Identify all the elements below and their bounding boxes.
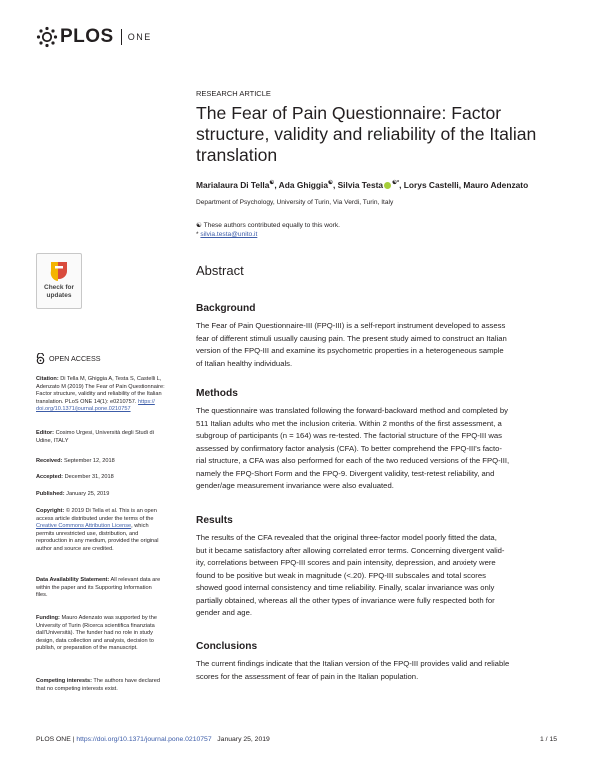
text-line: assessed by confirmatory factor analysis (CFA). To better comprehend the FPQ-III's facto- [196, 443, 502, 453]
cfu-line: updates [46, 291, 72, 299]
editor-block [36, 430, 178, 445]
published-label: Published: [36, 491, 65, 497]
citation-label: Citation: [36, 376, 59, 382]
copyright-line: access article distributed under the terms of the [36, 515, 154, 522]
text-line: fear of different stimuli usually causing pain. The present study aimed to construct an Italian [196, 333, 507, 343]
citation-doi-link[interactable]: https:// [138, 398, 155, 405]
data-availability-line: All relevant data are [110, 577, 161, 583]
corresponding-mark: ☯* [392, 180, 400, 187]
citation-block [36, 376, 178, 414]
text-line: but it became satisfactory after allowing correlated error terms. Concerning divergent valid- [196, 545, 505, 555]
article-title [196, 103, 566, 166]
affiliation: Department of Psychology, University of Turin, Via Verdi, Turin, Italy [196, 199, 394, 206]
citation-doi-link[interactable]: doi.org/10.1371/journal.pone.0210757 [36, 406, 131, 413]
competing-interests-label: Competing interests: [36, 678, 92, 684]
logo-journal-text: ONE [127, 32, 152, 42]
received-label: Received: [36, 458, 63, 464]
text-line: scores for the assessment of fear of pain in the Italian population. [196, 671, 419, 681]
background-paragraph [196, 320, 570, 370]
text-line: The results of the CFA revealed that the original three-factor model poorly fitted the data, [196, 533, 497, 542]
copyright-block [36, 508, 178, 554]
copyright-line: , which [131, 523, 149, 530]
text-line: showed good internal consistency and time reliability. Finally, scalar invariance was only [196, 583, 495, 592]
asterisk: * [196, 230, 199, 238]
text-line: of Italian healthy individuals. [196, 358, 293, 368]
equal-contrib-mark: ☯ [269, 180, 275, 187]
author-name[interactable]: Marialaura Di Tella [196, 180, 270, 190]
competing-interests-block [36, 678, 178, 693]
equal-contrib-mark: ☯ [328, 180, 333, 187]
page-number: 1 / 15 [540, 736, 558, 743]
text-line: namely the FPQ-Short Form and the FPQ-9. Divergent validity, test-retest reliability, and [196, 468, 495, 478]
data-availability-line: files. [36, 592, 48, 599]
methods-paragraph [196, 405, 570, 493]
received-value: September 12, 2018 [64, 458, 115, 464]
text-line: found to be positive but weak in magnitude (<.20). FPQ-III subscales and total scores [196, 570, 486, 580]
logo-divider [121, 29, 122, 45]
copyright-line: permits unrestricted use, distribution, and [36, 530, 139, 537]
copyright-line: © 2019 Di Tella et al. This is an open [65, 508, 157, 514]
equal-contribution-note: ☯ These authors contributed equally to this work. [196, 222, 340, 229]
cc-license-link[interactable]: Creative Commons Attribution License [36, 523, 132, 530]
email-link[interactable]: silvia.testa@unito.it [200, 230, 258, 238]
text-line: rial structure, a CFA was also performed for each of the two reduced versions of the FPQ-III, [196, 456, 510, 465]
methods-heading: Methods [196, 388, 238, 399]
logo-plos-text: PLOS [60, 26, 114, 47]
contribution-notes [196, 222, 340, 239]
citation-line: Adenzato M (2019) The Fear of Pain Questionnaire: [36, 383, 165, 390]
open-access-label [36, 353, 101, 364]
text-line: ity, correlations between FPQ-III scores and pain intensity, depression, and anxiety were [196, 558, 496, 567]
background-heading: Background [196, 303, 256, 314]
editor-label: Editor: [36, 430, 55, 436]
text-line: The questionnaire was translated following the forward-backward method and completed by [196, 406, 508, 415]
citation-line: Di Tella M, Ghiggia A, Testa S, Castelli L, [60, 376, 162, 382]
text-line: gender and age. [196, 608, 252, 617]
data-availability-label: Data Availability Statement: [36, 577, 110, 583]
crossmark-icon [49, 260, 69, 282]
article-type: RESEARCH ARTICLE [196, 89, 271, 98]
results-paragraph [196, 532, 570, 620]
text-line: subgroup of participants (n = 164) was re-tested. The factorial structure of the FPQ-III was [196, 431, 503, 440]
title-line: The Fear of Pain Questionnaire: Factor [196, 103, 502, 123]
funding-block [36, 615, 178, 653]
editor-name: Cosimo Urgesi, Università degli Studi di [55, 430, 154, 436]
footer-journal: PLOS ONE [36, 736, 71, 743]
citation-line: Factor structure, validity and reliability of the Italian [36, 391, 162, 398]
footer-date: January 25, 2019 [217, 736, 270, 743]
abstract-heading: Abstract [196, 263, 244, 278]
conclusions-paragraph [196, 658, 570, 683]
text-line: gender/age measurement invariance were also evaluated. [196, 481, 394, 490]
footer-separator: | [70, 736, 77, 743]
results-heading: Results [196, 515, 233, 526]
funding-line: University of Turin (Ricerca scientifica finanziata [36, 622, 155, 629]
competing-interests-line: that no competing interests exist. [36, 685, 118, 692]
funding-line: design, data collection and analysis, decision to [36, 637, 154, 644]
conclusions-heading: Conclusions [196, 641, 258, 652]
orcid-icon[interactable] [384, 182, 391, 189]
corresponding-email-line [196, 231, 340, 240]
funding-line: dall'Università). The funder had no role in study [36, 630, 153, 637]
copyright-line: author and source are credited. [36, 545, 114, 552]
text-line: The current findings indicate that the Italian version of the FPQ-III provides valid and reliable [196, 659, 510, 668]
copyright-label: Copyright: [36, 508, 65, 514]
accepted-value: December 31, 2018 [64, 474, 114, 480]
page-footer [36, 736, 270, 743]
open-access-text: OPEN ACCESS [49, 354, 101, 363]
text-line: version of the FPQ-III and examine its psychometric properties in a heterogeneous sample [196, 346, 504, 355]
funding-label: Funding: [36, 615, 60, 621]
text-line: The Fear of Pain Questionnaire-III (FPQ-III) is a self-report instrument developed to assess [196, 321, 506, 330]
author-name[interactable]: , Ada Ghiggia [274, 180, 328, 190]
author-names-rest[interactable]: , Lorys Castelli, Mauro Adenzato [399, 180, 529, 190]
accepted-label: Accepted: [36, 474, 64, 480]
title-line: translation [196, 145, 278, 165]
data-availability-block [36, 577, 178, 600]
plos-sunburst-icon [36, 26, 58, 48]
funding-line: Mauro Adenzato was supported by the [61, 615, 157, 621]
open-lock-icon [36, 353, 45, 364]
check-for-updates-badge[interactable] [36, 253, 82, 309]
author-name[interactable]: , Silvia Testa [332, 180, 384, 190]
data-availability-line: within the paper and its Supporting Information [36, 584, 152, 591]
check-for-updates-label [37, 284, 81, 299]
citation-line: translation. PLoS ONE 14(1): e0210757. [36, 398, 137, 405]
cfu-line: Check for [44, 284, 74, 291]
text-line: partially obtained, whereas all the other types of invariance were fully respected both for [196, 595, 495, 605]
competing-interests-line: The authors have declared [93, 678, 160, 684]
received-date [36, 458, 178, 466]
published-value: January 25, 2019 [66, 491, 110, 497]
published-date [36, 491, 178, 499]
footer-doi-link[interactable]: https://doi.org/10.1371/journal.pone.0210757 [76, 736, 212, 743]
plos-one-logo[interactable] [36, 22, 152, 52]
accepted-date [36, 474, 178, 482]
copyright-line: reproduction in any medium, provided the original [36, 538, 159, 545]
editor-affiliation: Udine, ITALY [36, 437, 69, 444]
title-line: structure, validity and reliability of the Italian [196, 124, 537, 144]
text-line: 511 Italian adults who met the inclusion criteria. Within 2 months of the first assessment, a [196, 418, 502, 428]
funding-line: publish, or preparation of the manuscript. [36, 645, 138, 652]
author-list [196, 180, 528, 190]
